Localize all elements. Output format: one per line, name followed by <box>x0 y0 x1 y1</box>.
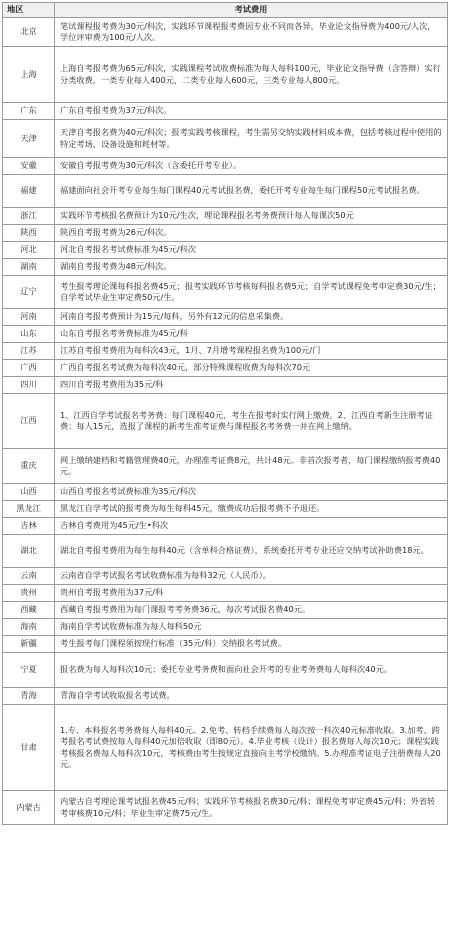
table-row <box>3 276 448 309</box>
table-row <box>3 568 448 585</box>
region-cell: 河北 <box>3 242 55 259</box>
region-cell: 内蒙古 <box>3 791 55 825</box>
region-cell: 新疆 <box>3 636 55 653</box>
fee-cell: 河北自考报名考试费标准为45元/科次 <box>55 242 448 259</box>
region-cell: 西藏 <box>3 602 55 619</box>
fee-cell: 四川自考报考费用为35元/科 <box>55 377 448 394</box>
table-row <box>3 343 448 360</box>
region-cell: 四川 <box>3 377 55 394</box>
table-row <box>3 602 448 619</box>
region-cell: 贵州 <box>3 585 55 602</box>
table-row <box>3 158 448 175</box>
fee-cell: 河南自考报考费预计为15元/每科，另外有12元的信息采集费。 <box>55 309 448 326</box>
region-cell: 福建 <box>3 175 55 208</box>
region-cell: 北京 <box>3 18 55 47</box>
region-cell: 海南 <box>3 619 55 636</box>
region-cell: 湖北 <box>3 535 55 568</box>
table-row <box>3 242 448 259</box>
fee-cell: 考生报考每门课程须按现行标准（35元/科）交纳报名考试费。 <box>55 636 448 653</box>
fee-cell: 黑龙江自学考试的报考费为每生每科45元，缴费成功后报考费不予退还。 <box>55 501 448 518</box>
fee-cell: 实践环节考核报名费预计为10元/生次，理论课程报名考务费预计每人每课次50元 <box>55 208 448 225</box>
table-row <box>3 791 448 825</box>
region-cell: 广东 <box>3 103 55 120</box>
fee-cell: 西藏自考报考费用为每门课报考考务费36元，每次考试报名费40元。 <box>55 602 448 619</box>
table-row <box>3 360 448 377</box>
fee-column-header: 考试费用 <box>55 3 448 18</box>
region-cell: 天津 <box>3 120 55 158</box>
fee-cell: 海南自学考试收费标准为每人每科50元 <box>55 619 448 636</box>
fee-cell: 山东自考报名考务费标准为45元/科 <box>55 326 448 343</box>
region-cell: 浙江 <box>3 208 55 225</box>
fee-cell: 吉林自考费用为45元/生•科次 <box>55 518 448 535</box>
fee-cell: 云南省自学考试报名考试收费标准为每科32元（人民币）。 <box>55 568 448 585</box>
fee-cell: 安徽自考报考费为30元/科次（含委托开考专业）。 <box>55 158 448 175</box>
region-cell: 宁夏 <box>3 653 55 688</box>
table-row <box>3 484 448 501</box>
table-row <box>3 501 448 518</box>
fee-cell: 1.专、本科报名考务费每人每科40元。2.免考、转档手续费每人每次按一科次40元标准收取。3.加考、跨考报名考试费按每人每科40元加倍收取（即80元）。4.毕业考核（设计）报名费每人每次10元；课程实践考核报名费每人每科次10元，考核费由考生按规定直接向主考学校缴纳。5.办理准考证电子注册费每人20元。 <box>55 705 448 791</box>
table-row <box>3 518 448 535</box>
table-header-row <box>3 3 448 18</box>
region-cell: 湖南 <box>3 259 55 276</box>
table-row <box>3 449 448 484</box>
table-row <box>3 394 448 449</box>
fee-cell: 湖南自考报考费为48元/科次。 <box>55 259 448 276</box>
region-cell: 重庆 <box>3 449 55 484</box>
fee-cell: 天津自考报名费为40元/科次；报考实践考核课程，考生需另交纳实践材料成本费，包括考核过程中使用的特定考场、设备设施和耗材等。 <box>55 120 448 158</box>
fee-cell: 报名费为每人每科次10元；委托专业考务费和面向社会开考的专业考务费每人每科次40元。 <box>55 653 448 688</box>
table-row <box>3 619 448 636</box>
region-cell: 广西 <box>3 360 55 377</box>
fee-cell: 福建面向社会开考专业每生每门课程40元考试报名费，委托开考专业每生每门课程50元考试报名费。 <box>55 175 448 208</box>
table-row <box>3 688 448 705</box>
table-row <box>3 225 448 242</box>
fee-cell: 山西自考报名考试费标准为35元/科次 <box>55 484 448 501</box>
region-cell: 河南 <box>3 309 55 326</box>
exam-fee-table <box>2 2 448 825</box>
table-row <box>3 103 448 120</box>
table-row <box>3 636 448 653</box>
table-row <box>3 47 448 103</box>
fee-cell: 青海自学考试收取报名考试费。 <box>55 688 448 705</box>
table-row <box>3 120 448 158</box>
table-row <box>3 18 448 47</box>
fee-cell: 笔试课程报考费为30元/科次，实践环节课程报考费因专业不同而各异，毕业论文指导费为400元/人次，学位评审费为100元/人次。 <box>55 18 448 47</box>
region-cell: 吉林 <box>3 518 55 535</box>
region-cell: 安徽 <box>3 158 55 175</box>
fee-cell: 考生报考理论课每科报名费45元；报考实践环节考核每科报名费5元；自学考试课程免考申定费30元/生；自学考试毕业生审定费50元/生。 <box>55 276 448 309</box>
region-cell: 云南 <box>3 568 55 585</box>
table-row <box>3 208 448 225</box>
table-row <box>3 309 448 326</box>
fee-cell: 上海自考报考费为65元/科次，实践课程考试收费标准为每人每科100元，毕业论文指导费（含答辩）实行分类收费，一类专业每人400元，二类专业每人600元，三类专业每人800元。 <box>55 47 448 103</box>
region-cell: 山西 <box>3 484 55 501</box>
fee-cell: 广东自考报考费为37元/科次。 <box>55 103 448 120</box>
region-cell: 山东 <box>3 326 55 343</box>
table-row <box>3 653 448 688</box>
table-row <box>3 175 448 208</box>
table-row <box>3 705 448 791</box>
region-cell: 辽宁 <box>3 276 55 309</box>
fee-cell: 江苏自考报考费用为每科次43元，1月、7月增考课程报名费为100元/门 <box>55 343 448 360</box>
fee-cell: 陕西自考报考费为26元/科次。 <box>55 225 448 242</box>
region-cell: 甘肃 <box>3 705 55 791</box>
region-cell: 陕西 <box>3 225 55 242</box>
table-row <box>3 259 448 276</box>
table-row <box>3 535 448 568</box>
fee-cell: 湖北自考报考费用为每生每科40元（含单科合格证费），系统委托开考专业还应交纳考试补助费18元。 <box>55 535 448 568</box>
fee-cell: 贵州自考报考费用为37元/科 <box>55 585 448 602</box>
table-row <box>3 377 448 394</box>
region-column-header: 地区 <box>3 3 55 18</box>
region-cell: 江苏 <box>3 343 55 360</box>
fee-cell: 1、江西自学考试报名考务费：每门课程40元，考生在报考时实行网上缴费。2、江西自考新生注册考证费：每人15元，选报了课程的新考生准考证费与课程报名考务费一并在网上缴纳。 <box>55 394 448 449</box>
table-body <box>3 18 448 825</box>
region-cell: 上海 <box>3 47 55 103</box>
fee-cell: 网上缴纳建档和考籍管理费40元，办理准考证费8元，共计48元。非首次报考者，每门课程缴纳报考费40元。 <box>55 449 448 484</box>
fee-cell: 内蒙古自考理论课考试报名费45元/科；实践环节考核报名费30元/科；课程免考审定费45元/科；外省转考审核费10元/科；毕业生审定费75元/生。 <box>55 791 448 825</box>
region-cell: 青海 <box>3 688 55 705</box>
table-row <box>3 326 448 343</box>
region-cell: 江西 <box>3 394 55 449</box>
region-cell: 黑龙江 <box>3 501 55 518</box>
table-row <box>3 585 448 602</box>
fee-cell: 广西自考报名考试费为每科次40元，部分特殊课程收费为每科次70元 <box>55 360 448 377</box>
